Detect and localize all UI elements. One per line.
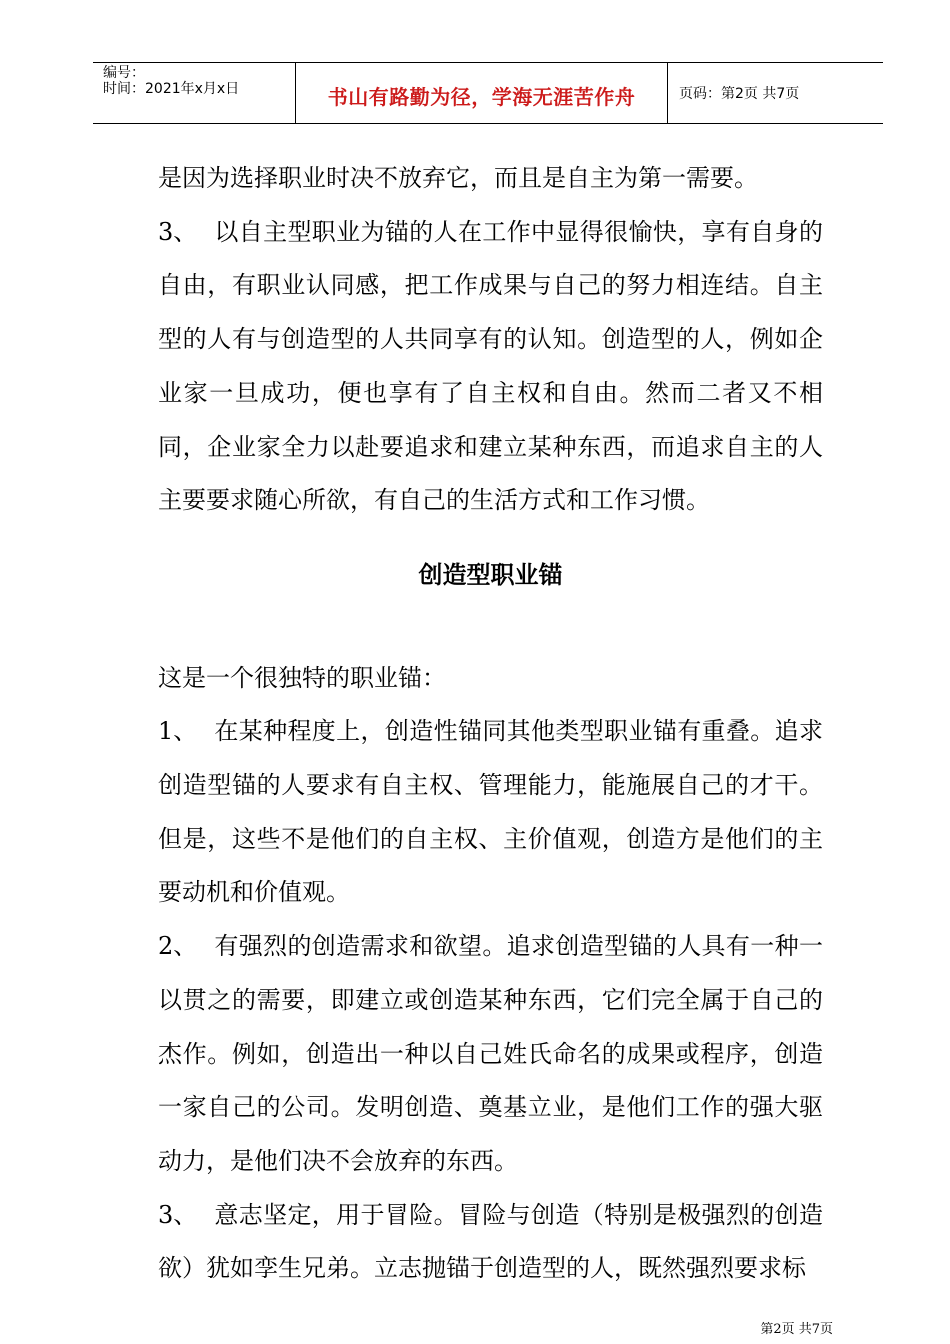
header-divider <box>667 63 668 123</box>
list-item-number: 3、 <box>158 217 198 246</box>
list-item <box>158 206 823 528</box>
document-body <box>158 152 823 1296</box>
document-time-label: 时间：2021年x月x日 <box>103 81 240 97</box>
page-header <box>93 62 883 124</box>
header-page-info: 页码：第2页 共7页 <box>679 86 800 102</box>
document-number-label: 编号： <box>103 65 145 81</box>
list-item-number: 2、 <box>158 932 198 961</box>
list-item <box>158 920 823 1189</box>
list-item-text: 有强烈的创造需求和欲望。追求创造型锚的人具有一种一以贯之的需要，即建立或创造某种东西，它们完全属于自己的杰作。例如，创造出一种以自己姓氏命名的成果或程序，创造一家自己的公司。发明创造、奠基立业，是他们工作的强大驱动力，是他们决不会放弃的东西。 <box>158 932 823 1175</box>
header-meta <box>103 65 239 97</box>
list-item-number: 3、 <box>158 1200 198 1229</box>
paragraph: 这是一个很独特的职业锚： <box>158 663 446 692</box>
section-heading: 创造型职业锚 <box>418 559 563 589</box>
list-item <box>158 1189 823 1296</box>
list-item-text: 以自主型职业为锚的人在工作中显得很愉快，享有自身的自由，有职业认同感，把工作成果与自己的努力相连结。自主型的人有与创造型的人共同享有的认知。创造型的人，例如企业家一旦成功，便也享有了自主权和自由。然而二者又不相同，企业家全力以赴要追求和建立某种东西，而追求自主的人主要要求随心所欲，有自己的生活方式和工作习惯。 <box>158 217 823 515</box>
paragraph: 是因为选择职业时决不放弃它，而且是自主为第一需要。 <box>158 164 758 192</box>
header-motto: 书山有路勤为径，学海无涯苦作舟 <box>327 85 636 109</box>
list-item-text: 意志坚定，用于冒险。冒险与创造（特别是极强烈的创造欲）犹如孪生兄弟。立志抛锚于创造型的人，既然强烈要求标 <box>158 1200 823 1283</box>
list-item-text: 在某种程度上，创造性锚同其他类型职业锚有重叠。追求创造型锚的人要求有自主权、管理能力，能施展自己的才干。但是，这些不是他们的自主权、主价值观，创造方是他们的主要动机和价值观。 <box>158 717 823 907</box>
list-item-number: 1、 <box>158 717 198 746</box>
page-footer: 第2页 共7页 <box>760 1322 833 1337</box>
list-item <box>158 705 823 920</box>
